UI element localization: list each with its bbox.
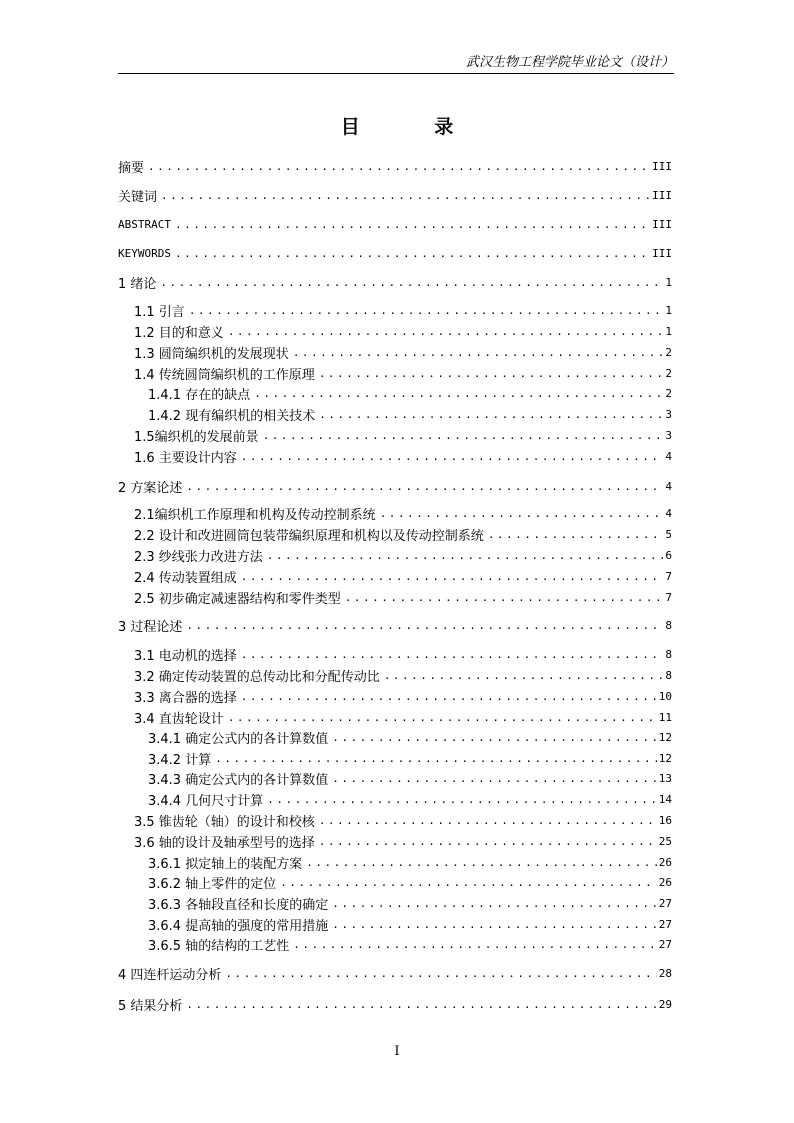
toc-entry <box>118 274 672 290</box>
page-number: I <box>394 1044 400 1059</box>
toc-entry <box>118 158 672 174</box>
toc-entry-page: 26 <box>658 875 672 889</box>
toc-leader-dots <box>332 897 657 910</box>
toc-entry-label: 3.4.3 确定公式内的各计算数值 <box>148 772 329 786</box>
toc-leader-dots <box>241 648 664 661</box>
toc-entry <box>118 526 672 542</box>
toc-title: 目 录 <box>340 116 488 138</box>
toc-leader-dots <box>306 856 657 869</box>
toc-leader-dots <box>175 218 650 231</box>
toc-entry-label: 摘要 <box>118 160 145 174</box>
toc-entry-page: 26 <box>658 855 672 869</box>
toc-entry <box>118 302 672 318</box>
toc-entry-label: 1.4.2 现有编织机的相关技术 <box>148 408 316 422</box>
toc-entry <box>118 646 672 662</box>
toc-entry <box>118 709 672 725</box>
toc-leader-dots <box>241 570 664 583</box>
toc-entry-page: 13 <box>658 771 672 785</box>
toc-leader-dots <box>319 408 663 421</box>
toc-entry-page: 14 <box>658 792 672 806</box>
toc-entry <box>118 427 672 443</box>
toc-entry <box>118 833 672 849</box>
toc-leader-dots <box>267 549 664 562</box>
toc-entry <box>118 688 672 704</box>
toc-entry-label: 1.4.1 存在的缺点 <box>148 387 251 401</box>
toc-leader-dots <box>332 731 657 744</box>
toc-entry-label: 1 绪论 <box>118 276 157 290</box>
toc-entry-label: 3.6.3 各轴段直径和长度的确定 <box>148 897 329 911</box>
toc-entry-page: III <box>652 159 672 173</box>
toc-entry-label: 1.1 引言 <box>134 304 185 318</box>
toc-entry-label: 3.6.1 拟定轴上的装配方案 <box>148 856 303 870</box>
toc-entry <box>118 568 672 584</box>
toc-leader-dots <box>332 772 657 785</box>
toc-entry-page: 6 <box>665 548 672 562</box>
toc-entry-page: 4 <box>665 449 672 463</box>
toc-entry-label: 3.1 电动机的选择 <box>134 648 237 662</box>
toc-entry <box>118 916 672 932</box>
toc-entry <box>118 667 672 683</box>
toc-entry <box>118 547 672 563</box>
toc-entry-label: 3.6.4 提高轴的强度的常用措施 <box>148 918 329 932</box>
toc-entry-page: 7 <box>665 590 672 604</box>
toc-leader-dots <box>160 276 663 289</box>
toc-leader-dots <box>319 367 664 380</box>
toc-leader-dots <box>345 591 664 604</box>
toc-entry <box>118 854 672 870</box>
toc-entry-label: 2.5 初步确定减速器结构和零件类型 <box>134 591 341 605</box>
toc-entry <box>118 617 672 633</box>
toc-entry-page: 27 <box>658 917 672 931</box>
toc-entry-page: 11 <box>658 710 672 724</box>
toc-entry-page: 27 <box>658 937 672 951</box>
toc-entry-label: 3.4.1 确定公式内的各计算数值 <box>148 731 329 745</box>
toc-entry <box>118 187 672 203</box>
toc-entry-label: 3.6.5 轴的结构的工艺性 <box>148 938 290 952</box>
toc-entry <box>118 589 672 605</box>
toc-entry-page: III <box>652 188 672 202</box>
toc-entry-page: 2 <box>665 345 672 359</box>
toc-entry-label: 2.1编织机工作原理和机构及传动控制系统 <box>134 507 376 521</box>
toc-leader-dots <box>263 429 664 442</box>
toc-entry-label: 2.4 传动装置组成 <box>134 570 237 584</box>
toc-leader-dots <box>319 835 657 848</box>
toc-entry-label: 1.6 主要设计内容 <box>134 450 237 464</box>
toc-leader-dots <box>293 938 657 951</box>
toc-leader-dots <box>293 346 664 359</box>
toc-entry-label: 3.6 轴的设计及轴承型号的选择 <box>134 835 315 849</box>
toc-entry-label: 2.2 设计和改进圆筒包装带编织原理和机构以及传动控制系统 <box>134 528 484 542</box>
toc-entry-page: 29 <box>658 997 672 1011</box>
toc-entry <box>118 874 672 890</box>
toc-entry-label: 4 四连杆运动分析 <box>118 967 222 981</box>
toc-leader-dots <box>319 814 657 827</box>
toc-leader-dots <box>267 793 657 806</box>
toc-leader-dots <box>225 967 656 980</box>
toc-leader-dots <box>148 160 650 173</box>
toc-entry-page: 12 <box>658 730 672 744</box>
toc-leader-dots <box>488 528 664 541</box>
toc-leader-dots <box>161 189 650 202</box>
toc-entry-label: KEYWORDS <box>118 246 171 260</box>
toc-entry <box>118 936 672 952</box>
toc-leader-dots <box>241 450 664 463</box>
toc-leader-dots <box>189 304 664 317</box>
toc-entry <box>118 791 672 807</box>
toc-entry-label: 1.5编织机的发展前景 <box>134 429 259 443</box>
toc-entry <box>118 750 672 766</box>
toc-entry-page: 12 <box>658 751 672 765</box>
toc-leader-dots <box>186 480 663 493</box>
toc-leader-dots <box>175 247 650 260</box>
toc-entry-label: 2.3 纱线张力改进方法 <box>134 549 263 563</box>
toc-entry-label: ABSTRACT <box>118 217 171 231</box>
toc-entry-label: 2 方案论述 <box>118 480 183 494</box>
toc-entry-page: 8 <box>665 668 672 682</box>
toc-entry-page: 16 <box>658 813 672 827</box>
toc-leader-dots <box>280 876 657 889</box>
toc-entry <box>118 965 672 981</box>
toc-leader-dots <box>241 690 657 703</box>
toc-entry-page: 1 <box>665 303 672 317</box>
toc-entry-page: 7 <box>665 569 672 583</box>
toc-entry-page: 5 <box>665 527 672 541</box>
toc-entry-label: 1.2 目的和意义 <box>134 325 224 339</box>
toc-entry <box>118 895 672 911</box>
toc-leader-dots <box>186 619 663 632</box>
toc-entry <box>118 245 672 261</box>
toc-entry-page: 27 <box>658 896 672 910</box>
toc-entry-page: 2 <box>665 386 672 400</box>
toc-entry <box>118 323 672 339</box>
toc-entry-page: 8 <box>665 618 672 632</box>
toc-entry-page: III <box>652 217 672 231</box>
toc-entry <box>118 729 672 745</box>
toc-leader-dots <box>215 752 657 765</box>
toc-entry-label: 关键词 <box>118 189 158 203</box>
toc-leader-dots <box>384 669 664 682</box>
toc-entry-page: 4 <box>665 479 672 493</box>
toc-entry-label: 3.3 离合器的选择 <box>134 690 237 704</box>
toc-entry-label: 3.4 直齿轮设计 <box>134 711 224 725</box>
toc-entry-label: 1.4 传统圆筒编织机的工作原理 <box>134 367 315 381</box>
toc-entry-page: 28 <box>658 966 672 980</box>
toc-entry-page: 25 <box>658 834 672 848</box>
toc-entry-label: 3 过程论述 <box>118 619 183 633</box>
toc-entry <box>118 770 672 786</box>
toc-leader-dots <box>228 711 657 724</box>
toc-entry-label: 3.4.4 几何尺寸计算 <box>148 793 264 807</box>
toc-entry-page: 4 <box>665 506 672 520</box>
header-rule <box>118 73 674 74</box>
toc-entry-label: 1.3 圆筒编织机的发展现状 <box>134 346 289 360</box>
toc-entry-label: 3.4.2 计算 <box>148 752 212 766</box>
toc-entry <box>118 365 672 381</box>
toc-leader-dots <box>228 325 664 338</box>
toc-entry <box>118 344 672 360</box>
toc-entry-page: 3 <box>665 407 672 421</box>
toc-entry-label: 3.2 确定传动装置的总传动比和分配传动比 <box>134 669 380 683</box>
toc-entry <box>118 812 672 828</box>
toc-entry-page: III <box>652 246 672 260</box>
toc-entry <box>118 505 672 521</box>
toc-entry-page: 2 <box>665 366 672 380</box>
toc-leader-dots <box>380 507 664 520</box>
toc-leader-dots <box>332 918 657 931</box>
toc-entry <box>118 478 672 494</box>
toc-entry <box>118 448 672 464</box>
toc-entry <box>118 216 672 232</box>
running-header: 武汉生物工程学院毕业论文（设计） <box>465 55 674 70</box>
toc-entry-label: 3.6.2 轴上零件的定位 <box>148 876 277 890</box>
toc-entry-label: 3.5 锥齿轮（轴）的设计和校核 <box>134 814 315 828</box>
toc-entry <box>118 385 672 401</box>
toc-leader-dots <box>254 387 663 400</box>
toc-entry-page: 1 <box>665 324 672 338</box>
toc-entry <box>118 406 672 422</box>
toc-leader-dots <box>186 998 656 1011</box>
toc-entry-page: 1 <box>665 275 672 289</box>
toc-entry-label: 5 结果分析 <box>118 998 183 1012</box>
toc-entry-page: 10 <box>658 689 672 703</box>
toc-entry-page: 8 <box>665 647 672 661</box>
toc-entry-page: 3 <box>665 428 672 442</box>
toc-entry <box>118 996 672 1012</box>
